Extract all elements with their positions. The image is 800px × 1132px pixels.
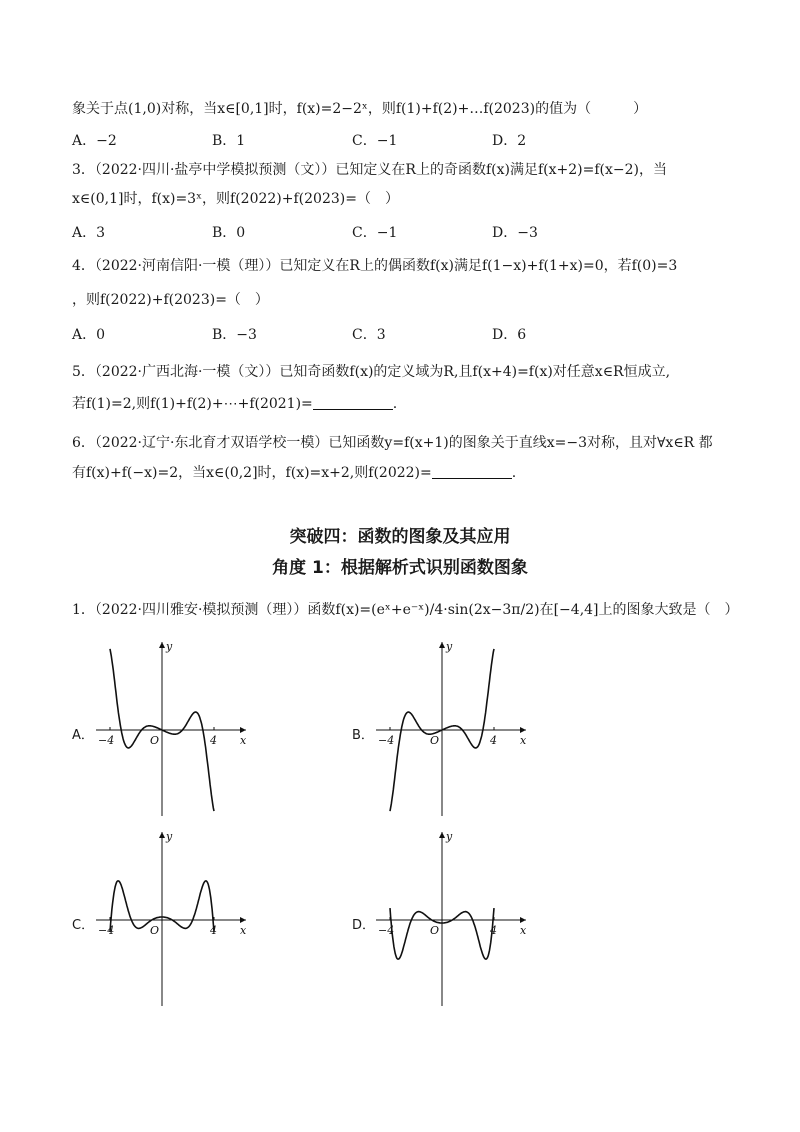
y-axis-label: y [166, 830, 173, 843]
tick-label-right: 4 [210, 924, 217, 937]
q2-stem: 象关于点(1,0)对称，当x∈[0,1]时，f(x)=2−2ˣ，则f(1)+f(2)+…f(2023)的值为（ ） [72, 101, 648, 117]
graph-b[interactable] [372, 638, 532, 818]
q6-line2-text: 有f(x)+f(−x)=2，当x∈(0,2]时，f(x)=x+2,则f(2022)= [72, 465, 432, 481]
q3-option-a[interactable]: A．3 [72, 225, 106, 241]
q4-option-b[interactable]: B．−3 [212, 327, 257, 343]
q5-line2-text: 若f(1)=2,则f(1)+f(2)+⋯+f(2021)= [72, 396, 313, 412]
x-axis-arrow [520, 917, 526, 923]
section-subtitle: 角度 1：根据解析式识别函数图象 [272, 558, 528, 578]
q3-option-c[interactable]: C．−1 [352, 225, 398, 241]
q2-option-d[interactable]: D．2 [492, 133, 527, 149]
q3-option-d[interactable]: D．−3 [492, 225, 538, 241]
y-axis-label: y [166, 640, 173, 653]
q2-option-a[interactable]: A．−2 [72, 133, 117, 149]
origin-label: O [150, 924, 160, 937]
q2-option-c[interactable]: C．−1 [352, 133, 398, 149]
q4-line1: 4．（2022·河南信阳·一模（理））已知定义在R上的偶函数f(x)满足f(1−x)+f(1+x)=0，若f(0)=3 [72, 258, 678, 274]
x-axis-arrow [520, 727, 526, 733]
y-axis-label: y [446, 830, 453, 843]
q3-option-b[interactable]: B．0 [212, 225, 246, 241]
tick-label-left: −4 [378, 924, 395, 937]
tick-label-right: 4 [490, 924, 497, 937]
q4-option-c[interactable]: C．3 [352, 327, 386, 343]
q4-option-a[interactable]: A．0 [72, 327, 106, 343]
x-axis-label: x [240, 734, 247, 747]
q4-line2: ，则f(2022)+f(2023)=（ ） [72, 292, 269, 308]
q5-line2 [72, 394, 397, 414]
y-axis-label: y [446, 640, 453, 653]
q4-option-d[interactable]: D．6 [492, 327, 527, 343]
q3-line1: 3．（2022·四川·盐亭中学模拟预测（文））已知定义在R上的奇函数f(x)满足f(x+2)=f(x−2)，当 [72, 162, 667, 178]
q5-line2-end: . [392, 396, 398, 412]
graph-d-label[interactable]: D． [352, 918, 376, 933]
section-title: 突破四：函数的图象及其应用 [289, 527, 511, 547]
graph-d[interactable] [372, 828, 532, 1008]
tick-label-right: 4 [490, 734, 497, 747]
graph-b-label[interactable]: B． [352, 728, 374, 743]
q3-line2: x∈(0,1]时，f(x)=3ˣ，则f(2022)+f(2023)=（ ） [72, 191, 399, 207]
y-axis-arrow [439, 642, 445, 648]
x-axis-arrow [240, 727, 246, 733]
x-axis-label: x [520, 734, 527, 747]
x-axis-label: x [240, 924, 247, 937]
origin-label: O [150, 734, 160, 747]
y-axis-arrow [439, 832, 445, 838]
graph-c-label[interactable]: C． [72, 918, 95, 933]
x-axis-arrow [240, 917, 246, 923]
tick-label-left: −4 [98, 734, 115, 747]
y-axis-arrow [159, 832, 165, 838]
q5-line1: 5．（2022·广西北海·一模（文））已知奇函数f(x)的定义域为R,且f(x+4)=f(x)对任意x∈R恒成立, [72, 364, 671, 380]
graph-a[interactable] [92, 638, 252, 818]
q6-answer-blank[interactable] [432, 464, 512, 479]
tick-label-left: −4 [378, 734, 395, 747]
q5-answer-blank[interactable] [313, 395, 393, 410]
q6-line1: 6．（2022·辽宁·东北育才双语学校一模）已知函数y=f(x+1)的图象关于直线x=−3对称，且对∀x∈R 都 [72, 435, 713, 451]
tick-label-left: −4 [98, 924, 115, 937]
origin-label: O [430, 924, 440, 937]
q2-option-b[interactable]: B．1 [212, 133, 246, 149]
origin-label: O [430, 734, 440, 747]
graph-c[interactable] [92, 828, 252, 1008]
q6-line2 [72, 463, 516, 483]
y-axis-arrow [159, 642, 165, 648]
tick-label-right: 4 [210, 734, 217, 747]
x-axis-label: x [520, 924, 527, 937]
graph-a-label[interactable]: A． [72, 728, 94, 743]
q6-line2-end: . [511, 465, 517, 481]
q1-stem: 1．（2022·四川雅安·模拟预测（理））函数f(x)=(eˣ+e⁻ˣ)/4·sin(2x−3π/2)在[−4,4]上的图象大致是（ ） [72, 602, 739, 618]
